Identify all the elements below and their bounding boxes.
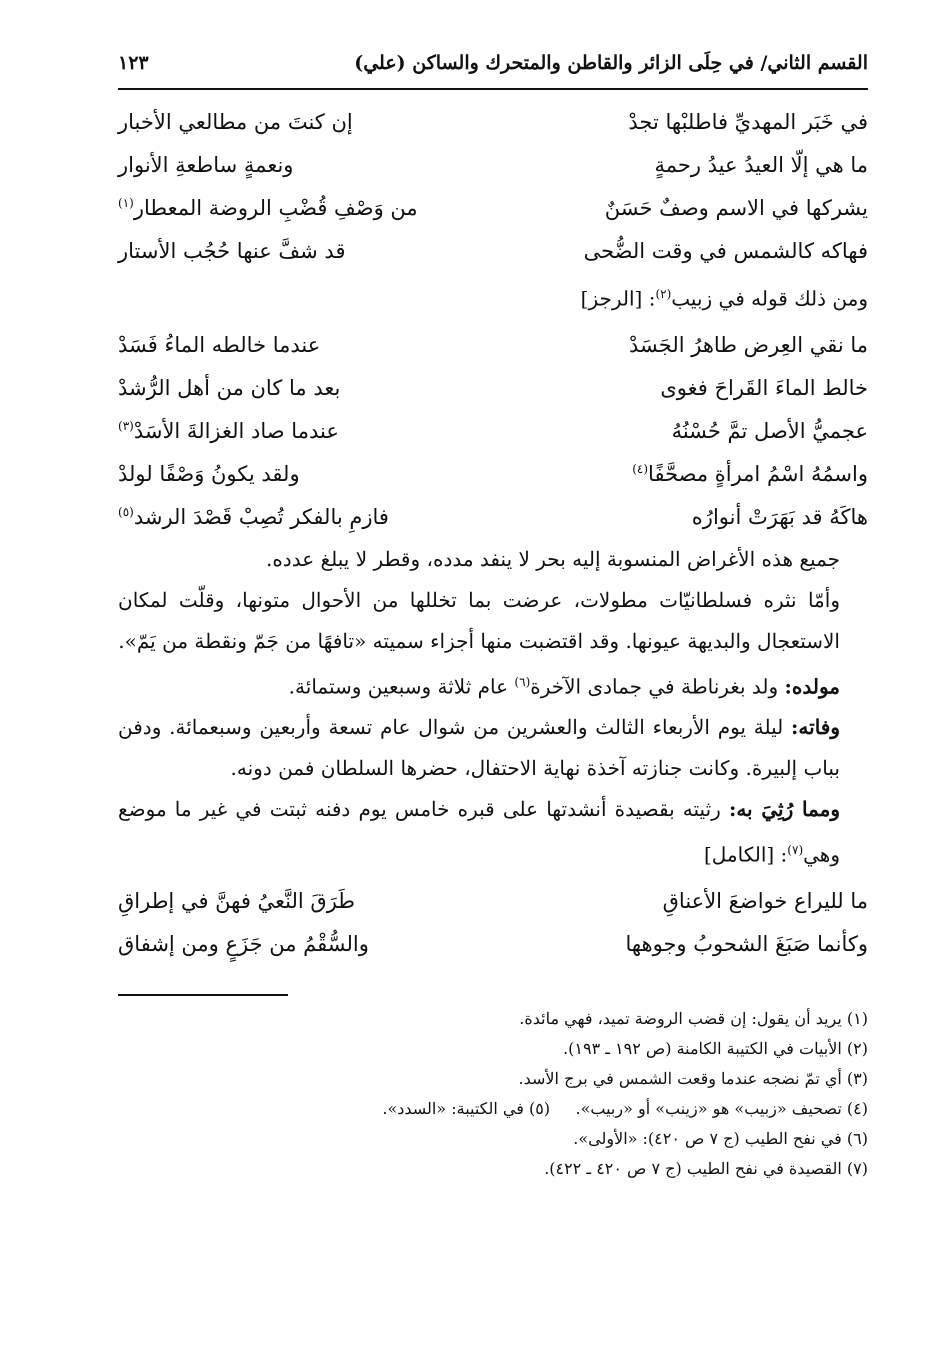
verse-second-hemistich: قد شفَّ عنها حُجُب الأستار	[118, 238, 346, 263]
verse-first-hemistich: في خَبَر المهديِّ فاطلبْها تجدْ	[628, 109, 868, 134]
elegy-heading: ومما رُثِيَ به:	[728, 797, 840, 822]
birth-paragraph: مولده: ولد بغرناطة في جمادى الآخرة$^{(٦)}$ عام ثلاثة وسبعين وستمائة.	[288, 674, 840, 699]
verse-second-hemistich: عندما خالطه الماءُ فَسَدْ	[118, 333, 321, 358]
verse-line	[118, 410, 868, 453]
verse-line	[118, 880, 868, 923]
verse-line	[118, 186, 868, 229]
footnotes	[118, 1004, 868, 1184]
book-page	[118, 52, 868, 1184]
verse-second-hemistich: فازمِ بالفكر تُصِبْ قَصْدَ الرشد$^{(٥)}$	[118, 505, 389, 530]
verse-first-hemistich: خالط الماءَ القَراحَ فغوى	[660, 376, 868, 401]
verse-first-hemistich: عجميُّ الأصل تمَّ حُسْنُهُ	[671, 419, 868, 444]
prose-paragraph: وأمّا نثره فسلطانيّات مطولات، عرضت بما تخللها من الأحوال متونها، وقلّت لمكان الاستعجال والبديهة عيونها. وقد اقتضبت منها أجزاء سميته «تافهًا من جَمّ ونقطة من يَمّ».	[118, 587, 840, 653]
verse-second-hemistich: من وَصْفِ قُضْبِ الروضة المعطار$^{(١)}$	[118, 195, 418, 220]
verse-second-hemistich: ولقد يكونُ وَصْفًا لولدْ	[118, 462, 300, 487]
verse-line	[118, 324, 868, 367]
verse-line	[118, 453, 868, 496]
verse-first-hemistich: يشركها في الاسم وصفٌ حَسَنٌ	[604, 195, 868, 220]
footnote-marker: (٢)	[655, 287, 672, 301]
footnote-marker: (٣)	[118, 419, 134, 434]
poem-intro: ومن ذلك قوله في زبيب$^{(٢)}$: [الرجز]	[580, 286, 868, 311]
verse-second-hemistich: طَرَقَ النَّعيُ فهنَّ في إطراقِ	[118, 889, 356, 914]
footnote: (٤) تصحيف «زبيب» هو «زينب» أو «ربيب». (٥) في الكتيبة: «السدد».	[382, 1098, 868, 1118]
footnote-divider	[118, 994, 288, 996]
verse-first-hemistich: هاكَهُ قد بَهَرَتْ أنوارُه	[691, 505, 868, 530]
verse-second-hemistich: إن كنتَ من مطالعي الأخبار	[118, 109, 353, 134]
verse-first-hemistich: ما نقي العِرض طاهرُ الجَسَدْ	[629, 333, 868, 358]
running-title: القسم الثاني/ في حِلَى الزائر والقاطن والمتحرك والساكن (علي)	[354, 52, 868, 74]
verse-line	[118, 923, 868, 966]
verse-second-hemistich: والسُّقْمُ من جَزَعٍ ومن إشفاق	[118, 932, 369, 957]
verse-first-hemistich: وكأنما صَبَغَ الشحوبُ وجوهها	[625, 932, 868, 957]
verse-line	[118, 143, 868, 186]
verse-first-hemistich: واسمُهُ اسْمُ امرأةٍ مصحَّفًا$^{(٤)}$	[632, 462, 868, 487]
poem-section-3	[118, 880, 868, 966]
footnote: (١) يريد أن يقول: إن قضب الروضة تميد، فهي مائدة.	[519, 1008, 868, 1028]
running-header	[118, 52, 868, 90]
footnote-marker: (١)	[118, 195, 134, 210]
verse-first-hemistich: ما لليراع خواضعَ الأعناقِ	[662, 889, 868, 914]
death-heading: وفاته:	[791, 715, 840, 740]
death-paragraph: وفاته: ليلة يوم الأربعاء الثالث والعشرين من شوال عام تسعة وأربعين وسبعمائة. ودفن بباب إلبيرة. وكانت جنازته آخذة نهاية الاحتفال، حضرها السلطان فمن دونه.	[118, 715, 840, 781]
verse-first-hemistich: فهاكه كالشمس في وقت الضُّحى	[583, 238, 868, 263]
footnote: (٧) القصيدة في نفح الطيب (ج ٧ ص ٤٢٠ ـ ٤٢٢).	[544, 1158, 868, 1178]
page-number: ١٢٣	[118, 52, 149, 74]
verse-first-hemistich: ما هي إلّا العيدُ عيدُ رحمةٍ	[654, 152, 868, 177]
verse-line	[118, 229, 868, 272]
poem-section-2	[118, 324, 868, 539]
footnote: (٣) أي تمّ نضجه عندما وقعت الشمس في برج الأسد.	[518, 1068, 868, 1088]
verse-second-hemistich: عندما صاد الغزالةَ الأسَدْ$^{(٣)}$	[118, 419, 339, 444]
verse-second-hemistich: بعد ما كان من أهل الرُّشدْ	[118, 376, 341, 401]
footnote: (٦) في نفح الطيب (ج ٧ ص ٤٢٠): «الأولى».	[573, 1128, 868, 1148]
birth-heading: مولده:	[784, 674, 840, 699]
footnote-marker: (٧)	[787, 843, 804, 858]
footnote-marker: (٦)	[514, 674, 531, 689]
elegy-paragraph: ومما رُثِيَ به: رثيته بقصيدة أنشدتها على قبره خامس يوم دفنه ثبتت في غير ما موضع وهي$^{(٧)}$: [الكامل]	[118, 797, 840, 867]
footnote-marker: (٤)	[632, 462, 649, 477]
verse-line	[118, 496, 868, 539]
footnote: (٢) الأبيات في الكتيبة الكامنة (ص ١٩٢ ـ ١٩٣).	[563, 1038, 868, 1058]
verse-second-hemistich: ونعمةٍ ساطعةِ الأنوار	[118, 152, 294, 177]
footnote-marker: (٥)	[118, 505, 134, 520]
poem-section-1	[118, 100, 868, 272]
verse-line	[118, 100, 868, 143]
verse-line	[118, 367, 868, 410]
summary-paragraph: جميع هذه الأغراض المنسوبة إليه بحر لا ينفد مدده، وقطر لا يبلغ عدده.	[265, 546, 840, 571]
